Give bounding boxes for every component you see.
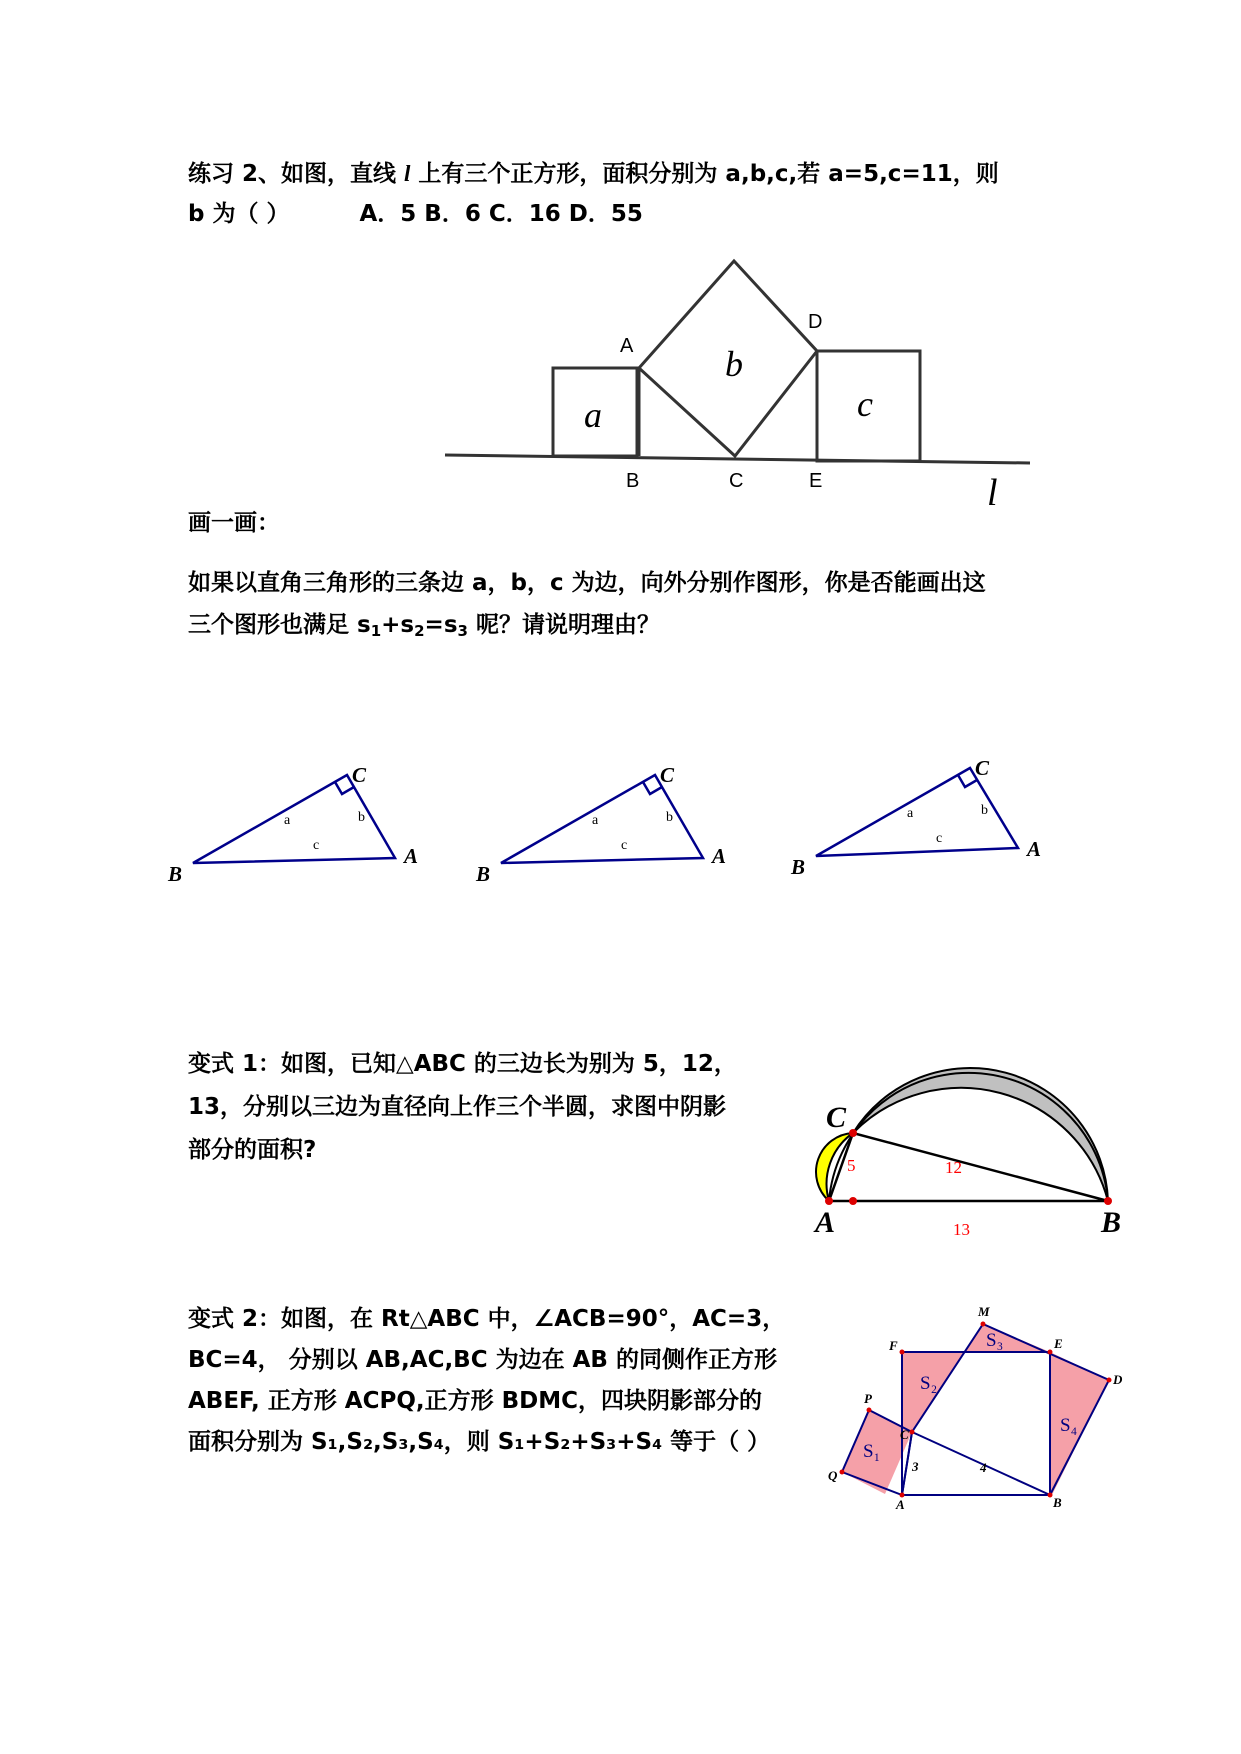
semicircle-figure — [790, 1010, 1130, 1260]
label-e: E — [1054, 1336, 1063, 1351]
label-line-l: l — [987, 472, 998, 514]
draw-heading: 画一画： — [188, 510, 280, 536]
label-e-point: E — [809, 470, 823, 492]
draw-q2-mid1: +s — [381, 612, 415, 638]
side-a: a — [284, 813, 291, 828]
side-c: c — [621, 838, 628, 853]
side-3: 3 — [912, 1459, 919, 1474]
label-square-a: a — [584, 395, 602, 435]
label-a: A — [815, 1206, 836, 1239]
squares-right-triangle-figure — [820, 1305, 1140, 1535]
variant1-line2: 13，分别以三边为直径向上作三个半圆，求图中阴影 — [188, 1094, 727, 1120]
exercise2-line1 — [188, 153, 999, 195]
label-c: C — [826, 1101, 847, 1134]
draw-q2-post: 呢？请说明理由？ — [467, 612, 660, 638]
large-shaded-crescent — [853, 1068, 1108, 1201]
vertex-c: C — [352, 763, 367, 787]
draw-q2-mid2: =s — [424, 612, 458, 638]
vertex-a: A — [712, 844, 727, 868]
label-d: D — [1113, 1372, 1123, 1387]
label-square-b: b — [725, 344, 743, 384]
side-c: c — [313, 838, 320, 853]
variant2-line1: 变式 2：如图，在 Rt△ABC 中，∠ACB=90°，AC=3， — [188, 1306, 786, 1332]
vertex-b: B — [168, 862, 183, 886]
dot-f — [900, 1350, 905, 1355]
side-b: b — [981, 803, 988, 818]
exercise2-line1-pre: 练习 2、如图，直线 — [188, 161, 405, 187]
point-c — [849, 1129, 857, 1137]
side-b: b — [666, 810, 673, 825]
label-c-point: C — [729, 470, 744, 492]
label-a-point: A — [620, 335, 634, 357]
label-f: F — [889, 1338, 898, 1353]
draw-q2-sub3: 3 — [457, 622, 468, 640]
exercise2-options: A．5 B．6 C．16 D．55 — [359, 201, 643, 227]
point-a — [825, 1197, 833, 1205]
dot-q — [840, 1470, 845, 1475]
triangle-3 — [786, 748, 1066, 888]
vertex-b: B — [791, 855, 806, 879]
triangle-abc — [829, 1133, 1108, 1201]
vertex-a: A — [404, 844, 419, 868]
point-b — [1104, 1197, 1112, 1205]
exercise2-stem: b 为（ ） — [188, 201, 290, 227]
variant2-line4: 面积分别为 S₁,S₂,S₃,S₄，则 S₁+S₂+S₃+S₄ 等于（ ） — [188, 1429, 771, 1455]
vertex-b: B — [476, 862, 491, 886]
label-q: Q — [828, 1468, 838, 1483]
label-b: B — [1053, 1495, 1062, 1510]
draw-q2-pre: 三个图形也满足 s — [188, 612, 371, 638]
label-b-point: B — [626, 470, 640, 492]
label-s1: S₁ — [863, 1441, 881, 1462]
variant2-line3: ABEF, 正方形 ACPQ,正方形 BDMC，四块阴影部分的 — [188, 1388, 763, 1414]
baseline-l — [445, 455, 1030, 463]
variant2-line2: BC=4， 分别以 AB,AC,BC 为边在 AB 的同侧作正方形 — [188, 1347, 777, 1373]
point-d — [849, 1197, 857, 1205]
triangle-2 — [468, 755, 748, 895]
dot-p — [867, 1408, 872, 1413]
region-s4 — [1050, 1352, 1109, 1495]
side-b: b — [358, 810, 365, 825]
squares-figure — [440, 255, 1040, 515]
variant1-line3: 部分的面积? — [188, 1137, 317, 1163]
side-a: a — [907, 806, 914, 821]
dot-c — [910, 1430, 915, 1435]
label-b: B — [1101, 1206, 1122, 1239]
dot-e — [1048, 1350, 1053, 1355]
draw-question-line2 — [188, 605, 660, 652]
dot-m — [981, 1322, 986, 1327]
label-s4: S₄ — [1060, 1415, 1078, 1436]
vertex-c: C — [975, 756, 990, 780]
dot-d — [1107, 1378, 1112, 1383]
label-s3: S₃ — [986, 1330, 1004, 1351]
draw-q2-sub1: 1 — [370, 622, 382, 640]
label-s2: S₂ — [920, 1373, 938, 1394]
label-d-point: D — [808, 311, 823, 333]
line-variable: l — [404, 161, 411, 186]
label-c: C — [900, 1427, 909, 1442]
draw-question-line1: 如果以直角三角形的三条边 a，b，c 为边，向外分别作图形，你是否能画出这 — [188, 570, 986, 596]
label-m: M — [978, 1304, 990, 1319]
vertex-a: A — [1027, 837, 1042, 861]
side-c: c — [936, 831, 943, 846]
side-12: 12 — [945, 1158, 962, 1177]
label-p: P — [864, 1391, 872, 1406]
label-square-c: c — [857, 384, 873, 424]
label-a: A — [896, 1497, 905, 1512]
side-13: 13 — [953, 1220, 970, 1239]
side-a: a — [592, 813, 599, 828]
exercise2-line2 — [188, 194, 643, 235]
exercise2-line1-post: 上有三个正方形，面积分别为 a,b,c,若 a=5,c=11，则 — [410, 161, 999, 187]
side-5: 5 — [847, 1156, 856, 1175]
dot-b — [1048, 1493, 1053, 1498]
draw-q2-sub2: 2 — [414, 622, 425, 640]
variant1-line1: 变式 1：如图，已知△ABC 的三边长为别为 5，12， — [188, 1051, 737, 1077]
vertex-c: C — [660, 763, 675, 787]
side-4: 4 — [980, 1460, 987, 1475]
triangle-1 — [160, 755, 440, 895]
